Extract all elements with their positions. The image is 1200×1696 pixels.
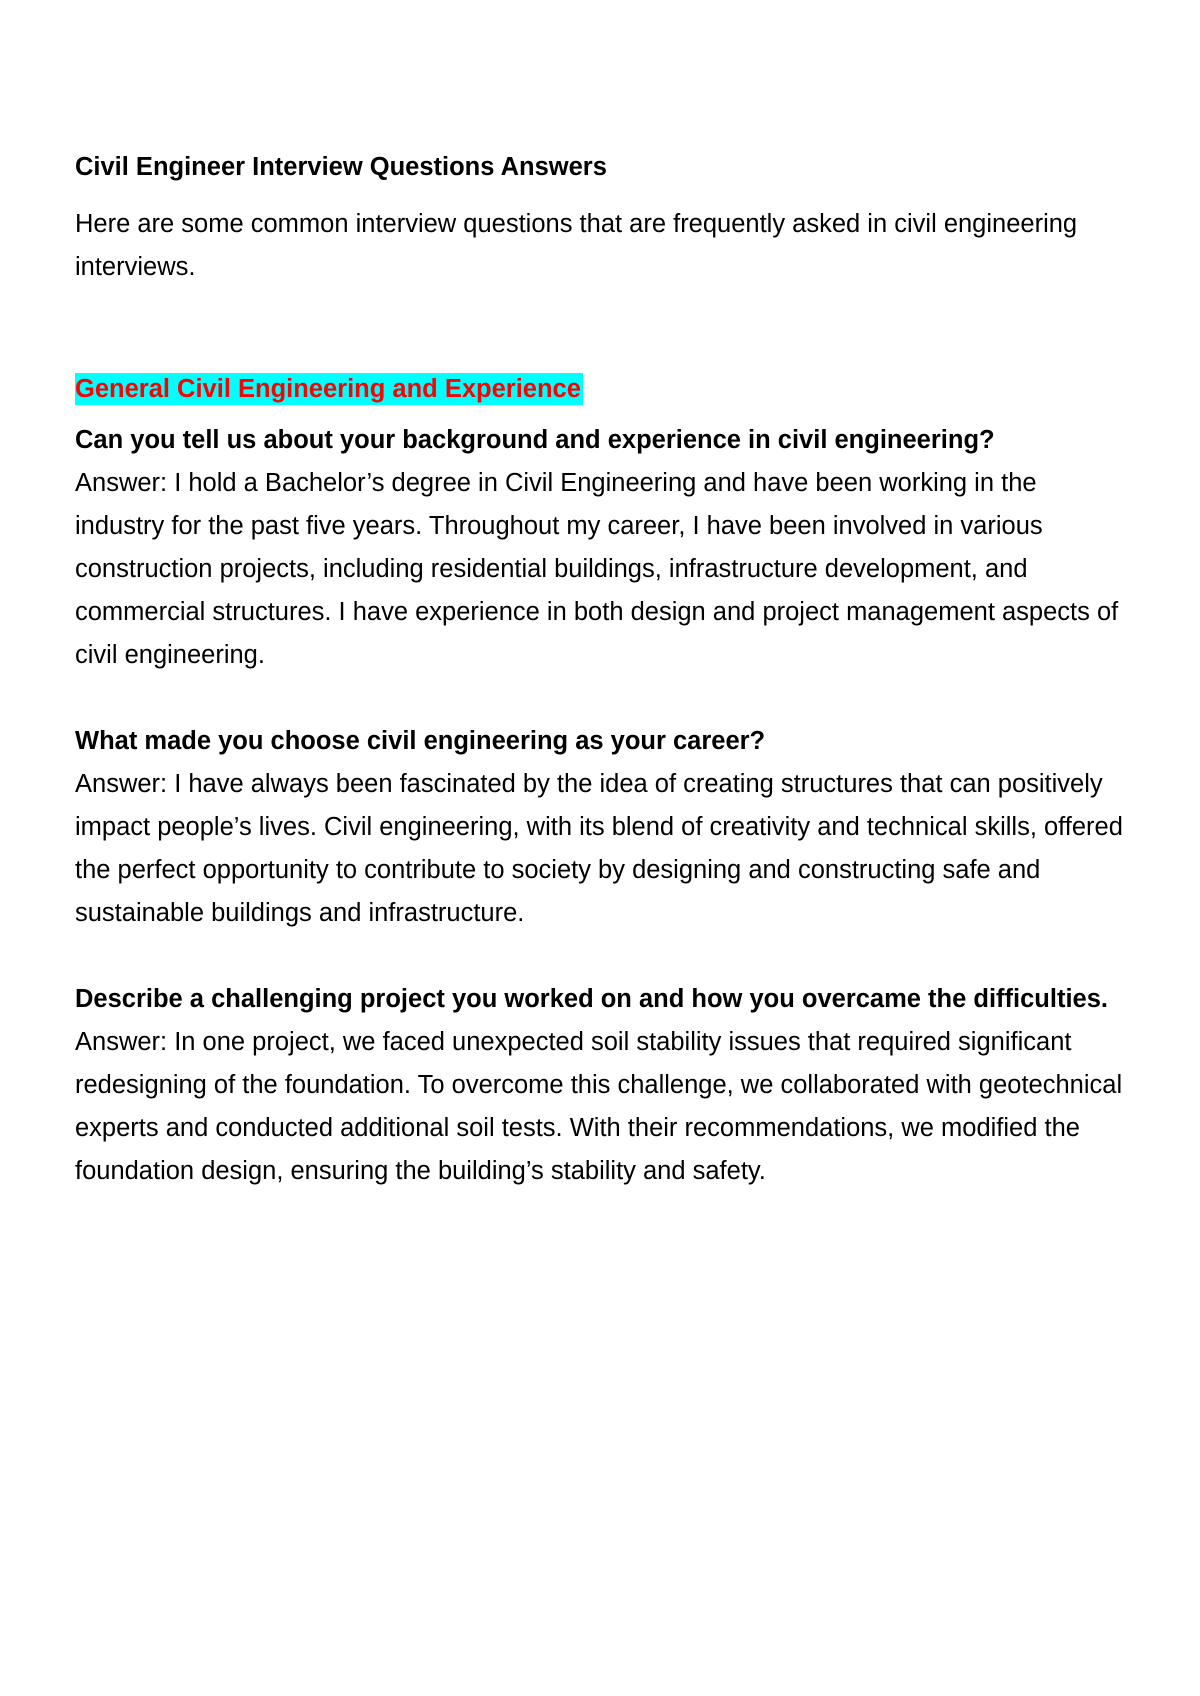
document-title: Civil Engineer Interview Questions Answers (75, 153, 607, 181)
question-text: Describe a challenging project you worked on and how you overcame the difficulties. (75, 985, 1108, 1013)
answer-text: Answer: I have always been fascinated by the idea of creating structures that can positively impact people’s lives. Civil engineering, with its blend of creativity and technical skills, offered the perfect opportunity to contribute to society by designing and constructing safe and sustainable buildings and infrastructure. (75, 770, 1123, 927)
section-heading (75, 368, 1125, 411)
section-heading-text: General Civil Engineering and Experience (75, 375, 581, 403)
qa-item (75, 978, 1125, 1193)
qa-item (75, 419, 1125, 677)
intro-paragraph: Here are some common interview questions that are frequently asked in civil engineering interviews. (75, 210, 1078, 281)
question-text: What made you choose civil engineering as your career? (75, 727, 766, 755)
qa-item (75, 720, 1125, 935)
answer-text: Answer: I hold a Bachelor’s degree in Civil Engineering and have been working in the industry for the past five years. Throughout my career, I have been involved in various construction projects, including residential buildings, infrastructure development, and commercial structures. I have experience in both design and project management aspects of civil engineering. (75, 469, 1119, 669)
question-text: Can you tell us about your background and experience in civil engineering? (75, 426, 995, 454)
answer-text: Answer: In one project, we faced unexpected soil stability issues that required significant redesigning of the foundation. To overcome this challenge, we collaborated with geotechnical experts and conducted additional soil tests. With their recommendations, we modified the foundation design, ensuring the building’s stability and safety. (75, 1028, 1123, 1185)
document-page (75, 146, 1125, 1193)
